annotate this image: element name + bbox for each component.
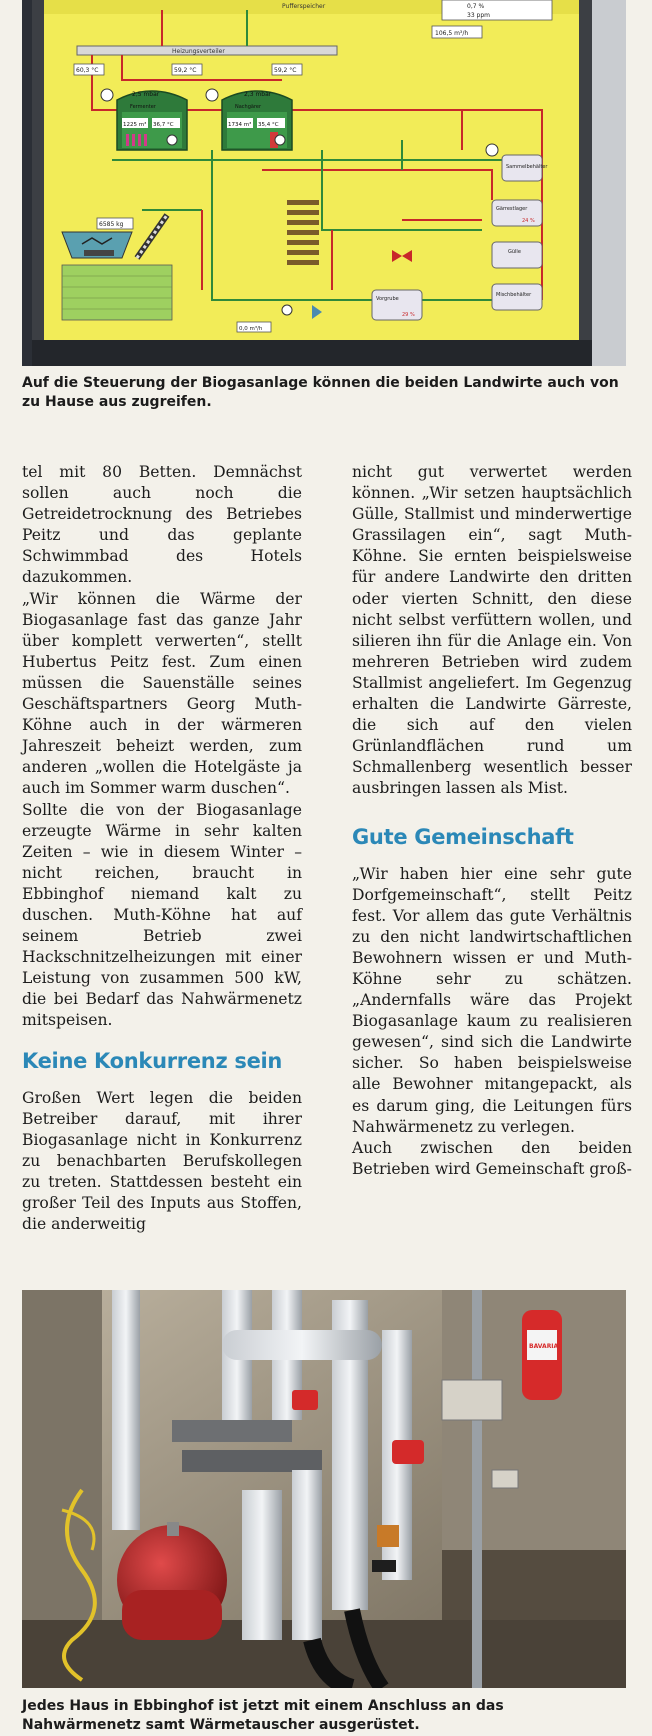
bottom-photo-caption: Jedes Haus in Ebbinghof ist jetzt mit einem Anschluss an das Nahwärmenetz samt Wärmetauscher ausgerüstet.	[22, 1698, 504, 1733]
section-heading-konkurrenz: Keine Konkurrenz sein	[22, 1048, 283, 1073]
article-column-right	[352, 462, 632, 1180]
flow-value: 106,5 m³/h	[435, 30, 469, 37]
fermenter2-volume: 1734 m³	[228, 122, 252, 128]
fermenter1-name: Fermenter	[130, 104, 156, 110]
tank-4-label: Sammelbehälter	[506, 164, 548, 170]
paragraph: tel mit 80 Betten. Demnächst sollen auch noch die Getreidetrocknung des Betriebes Peitz und das geplante Schwimmbad des Hotels dazukommen.	[22, 463, 302, 587]
legend-box	[62, 265, 172, 320]
actuator	[292, 1390, 318, 1410]
control-screen-illustration	[22, 0, 626, 366]
fermenter1-volume: 1225 m³	[123, 122, 147, 128]
paragraph: Sollte die von der Biogasanlage erzeugte Wärme in sehr kalten Zeiten – wie in diesem Winter – nicht reichen, braucht in Ebbinghof niemand kalt zu duschen. Muth-Köhne hat auf seinem Betrieb zwei Hackschnitzelheizungen mit einer Leistung von zusammen 500 kW, die bei Bedarf das Nahwärmenetz mitspeisen.	[22, 800, 302, 1030]
paragraph: „Wir haben hier eine sehr gute Dorfgemeinschaft“, stellt Peitz fest. Vor allem das gute Verhältnis zu den nicht landwirtschaftlichen Bewohnern wissen er und Muth-Köhne sehr zu schätzen. „Andernfalls wäre das Projekt Biogasanlage kaum zu realisieren gewesen“, sind sich die Landwirte sicher. So haben beispielsweise alle Bewohner mitangepackt, als es darum ging, die Leitungen fürs Nahwärmenetz zu verlegen.	[352, 864, 632, 1136]
tank-5-label: Vorgrube	[376, 296, 399, 302]
fermenter2-pressure: 2,3 mbar	[244, 91, 272, 98]
tank-1-level: 24 %	[522, 218, 535, 224]
tank-3-label: Mischbehälter	[496, 292, 532, 298]
flow-bottom: 0,0 m³/h	[239, 326, 263, 332]
extinguisher-label: BAVARIA	[529, 1343, 559, 1350]
buffer-label: Pufferspeicher	[282, 3, 326, 10]
fermenter1-temp: 36,7 °C	[153, 122, 174, 128]
fermenter2-name: Nachgärer	[235, 104, 262, 110]
paragraph: nicht gut verwertet werden können. „Wir setzen hauptsächlich Gülle, Stallmist und minderwertige Grassilagen ein“, sagt Muth-Köhne. Sie ernten beispielsweise für andere Landwirte den dritten oder vierten Schnitt, den diese nicht selbst verfüttern wollen, und silieren ihn für die Anlage ein. Von mehreren Betrieben wird zudem Stallmist angeliefert. Im Gegenzug erhalten die Landwirte Gärreste, die sich auf den vielen Grünlandflächen rund um Schmallenberg wesentlich besser ausbringen lassen als Mist.	[352, 463, 632, 798]
section-heading-gemeinschaft: Gute Gemeinschaft	[352, 824, 574, 849]
heat-exchanger-illustration	[22, 1290, 626, 1688]
temp-mid: 59,2 °C	[174, 67, 197, 74]
tank-1-label: Gärrestlager	[496, 206, 528, 212]
paragraph: Auch zwischen den beiden Betrieben wird Gemeinschaft groß-	[352, 1138, 632, 1178]
article-column-left	[22, 462, 302, 1235]
control-screen-photo	[22, 0, 626, 366]
temp-left: 60,3 °C	[76, 67, 99, 74]
tank-5-level: 29 %	[402, 312, 415, 318]
temp-right: 59,2 °C	[274, 67, 297, 74]
heating-distributor-label: Heizungsverteiler	[172, 48, 225, 55]
paragraph: „Wir können die Wärme der Biogasanlage fast das ganze Jahr über komplett verwerten“, stellt Hubertus Peitz fest. Zum einen müssen die Sauenställe seines Geschäftspartners Georg Muth-Köhne auch in der wärmeren Jahreszeit beheizt werden, zum anderen „wollen die Hotelgäste ja auch im Sommer warm duschen“.	[22, 589, 302, 798]
paragraph: Großen Wert legen die beiden Betreiber darauf, mit ihrer Biogasanlage nicht in Konkurrenz zu benachbarten Berufskollegen zu treten. Stattdessen besteht ein großer Teil des Inputs aus Stoffen, die anderweitig	[22, 1088, 302, 1234]
top-photo-caption: Auf die Steuerung der Biogasanlage können die beiden Landwirte auch von zu Hause aus zugreifen.	[22, 375, 619, 410]
heat-exchanger-photo	[22, 1290, 626, 1688]
feeder-weight: 6585 kg	[99, 221, 124, 228]
top-value-2: 33 ppm	[467, 12, 491, 19]
fermenter2-temp: 35,4 °C	[258, 122, 279, 128]
top-value-1: 0,7 %	[467, 3, 485, 10]
fermenter1-pressure: 2,5 mbar	[132, 91, 160, 98]
tank-2-label: Gülle	[508, 249, 521, 255]
